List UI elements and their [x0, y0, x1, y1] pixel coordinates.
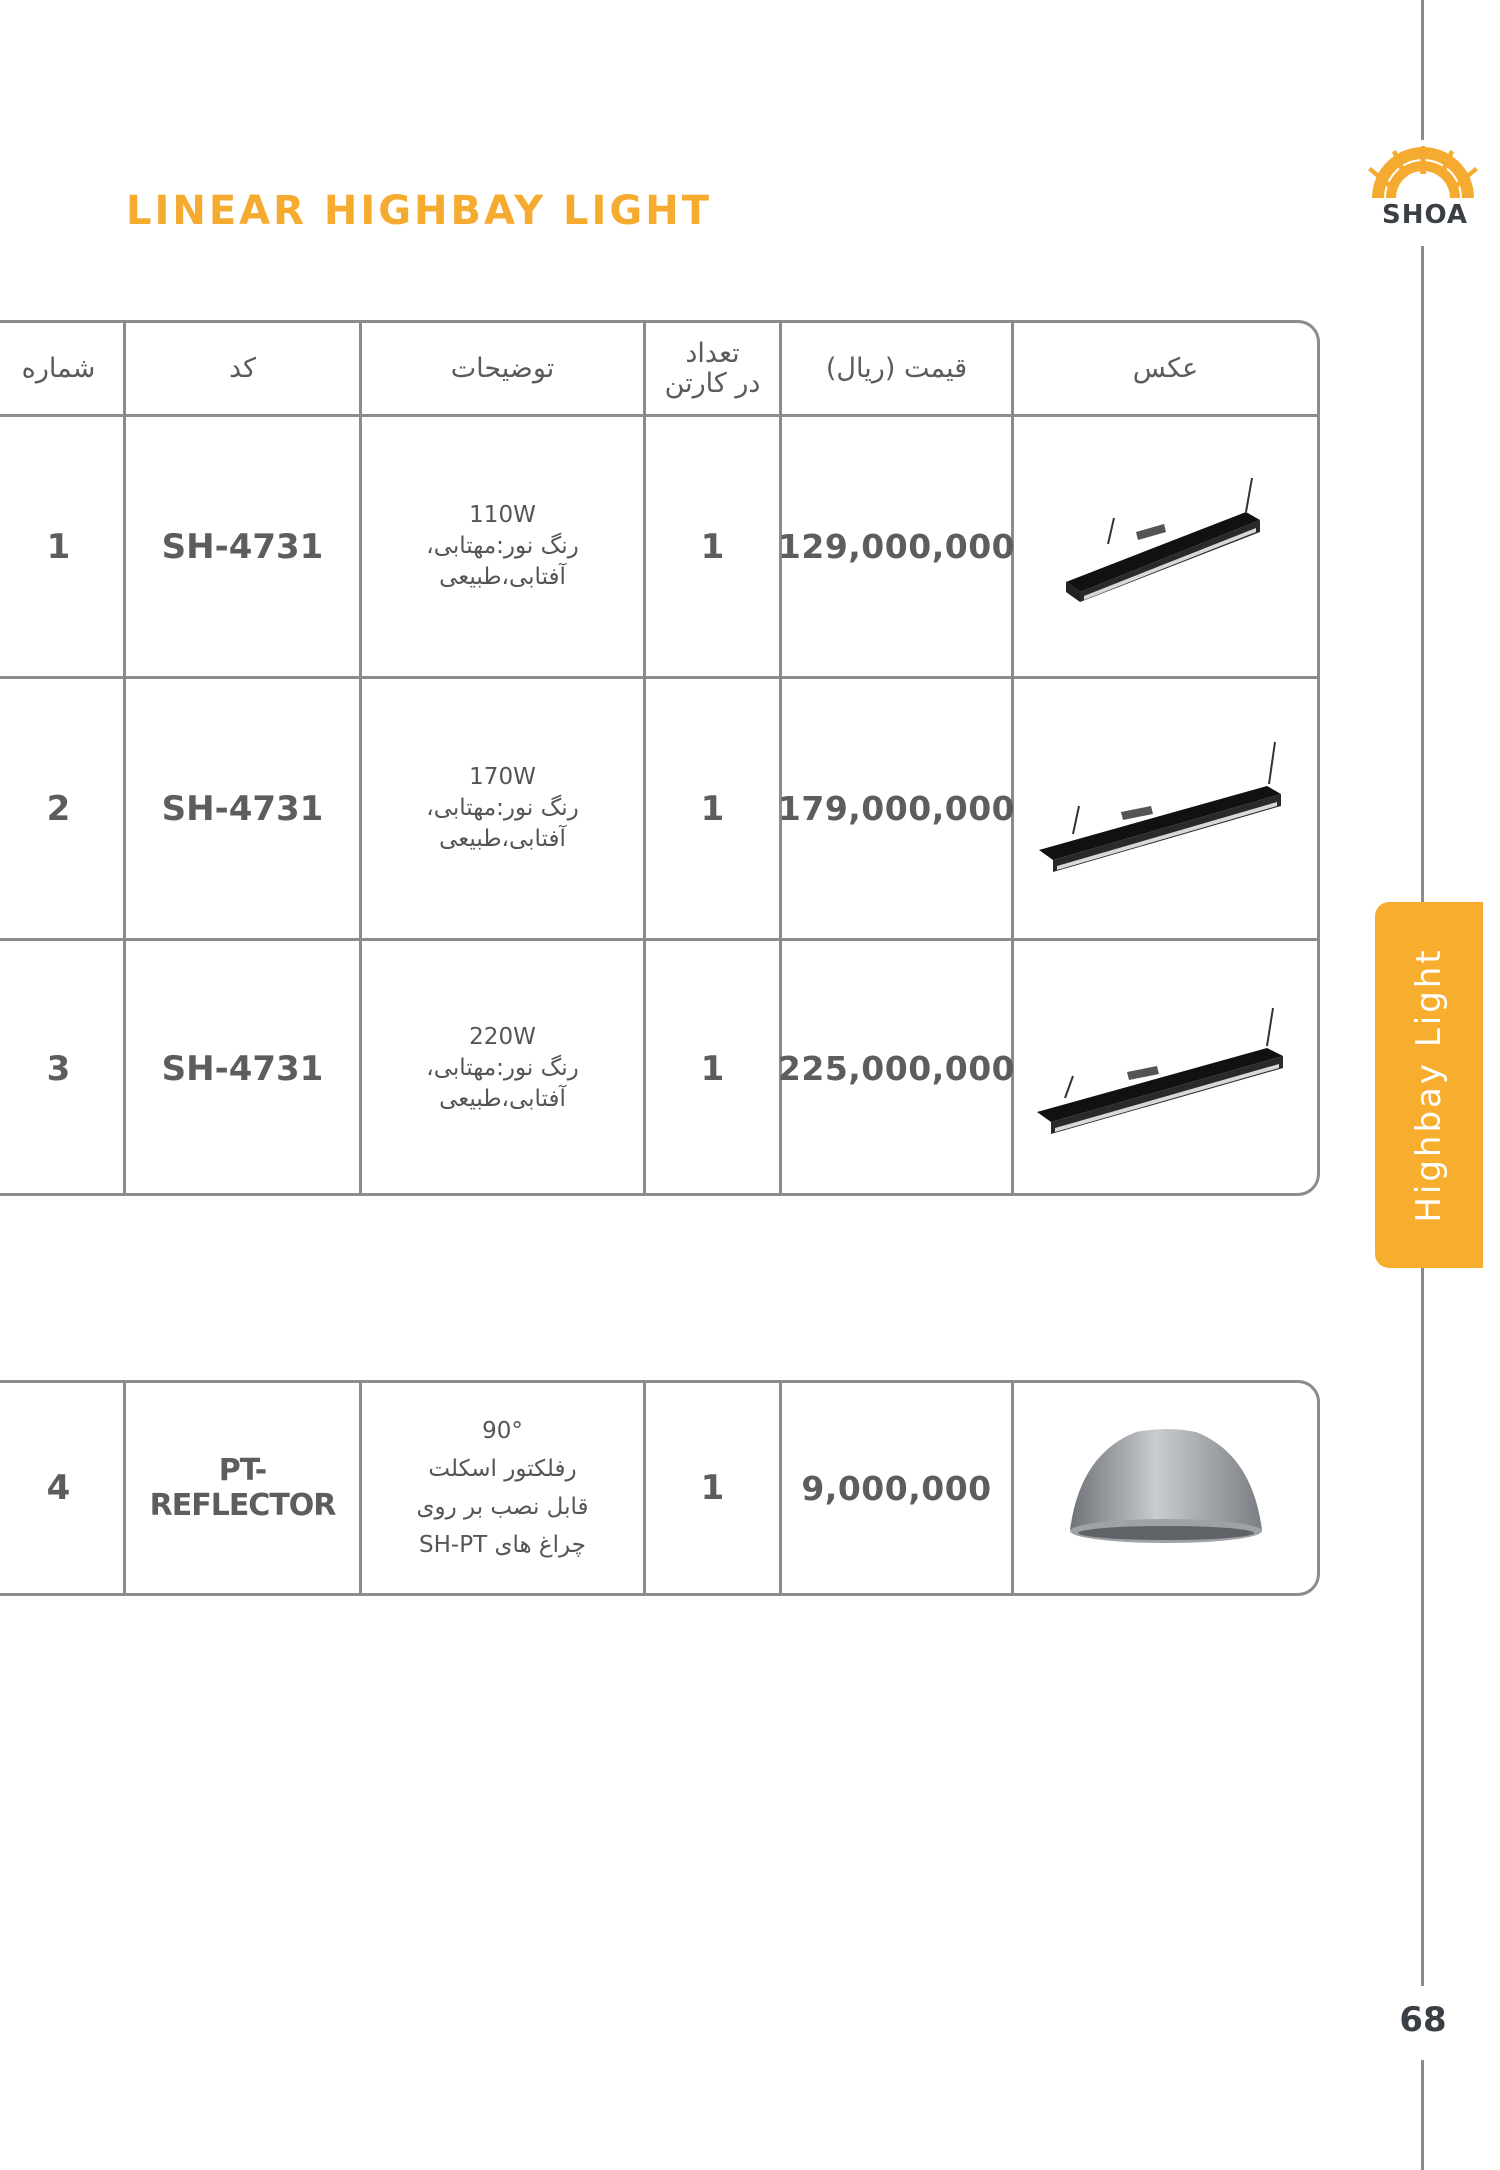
row-number: 4	[0, 1383, 126, 1593]
row-desc-line2: آفتابی،طبیعی	[439, 564, 566, 590]
row-watt: 170W	[469, 764, 536, 790]
header-description: توضیحات	[362, 323, 646, 414]
accessory-table	[0, 1380, 1320, 1596]
row-quantity: 1	[646, 941, 782, 1196]
row-desc-line2: قابل نصب بر روی	[416, 1494, 589, 1520]
table-row	[0, 417, 1317, 679]
linear-highbay-fixture-icon	[1046, 472, 1286, 622]
linear-highbay-fixture-icon	[1031, 994, 1301, 1144]
row-price: 9,000,000	[782, 1383, 1014, 1593]
row-price: 225,000,000	[782, 941, 1014, 1196]
row-description	[362, 417, 646, 676]
page-title: LINEAR HIGHBAY LIGHT	[126, 188, 712, 234]
table-row	[0, 1383, 1317, 1593]
table-header-row	[0, 323, 1317, 417]
table-row	[0, 679, 1317, 941]
row-code: SH-4731	[126, 679, 362, 938]
header-number: شماره	[0, 323, 126, 414]
row-desc-line1: رفلکتور اسکلت	[428, 1456, 577, 1482]
row-code: SH-4731	[126, 941, 362, 1196]
section-tab-label: Highbay Light	[1409, 947, 1449, 1223]
row-angle: 90°	[482, 1418, 523, 1444]
row-image	[1014, 1383, 1317, 1593]
row-code: PT-REFLECTOR	[126, 1383, 362, 1593]
row-desc-line1: رنگ نور:مهتابی،	[426, 1055, 579, 1081]
row-quantity: 1	[646, 417, 782, 676]
row-number: 1	[0, 417, 126, 676]
row-quantity: 1	[646, 679, 782, 938]
row-desc-line1: رنگ نور:مهتابی،	[426, 533, 579, 559]
row-number: 3	[0, 941, 126, 1196]
row-desc-line2: آفتابی،طبیعی	[439, 826, 566, 852]
page-number: 68	[1399, 2000, 1447, 2040]
header-price: قیمت (ریال)	[782, 323, 1014, 414]
vertical-rule-mid	[1421, 246, 1424, 902]
row-code: SH-4731	[126, 417, 362, 676]
row-description	[362, 1383, 646, 1593]
table-row	[0, 941, 1317, 1196]
row-desc-line3: چراغ های SH-PT	[419, 1532, 586, 1558]
brand-name: SHOA	[1381, 200, 1468, 230]
row-number: 2	[0, 679, 126, 938]
linear-highbay-fixture-icon	[1031, 734, 1301, 884]
row-description	[362, 941, 646, 1196]
row-description	[362, 679, 646, 938]
row-image	[1014, 679, 1317, 938]
row-desc-line1: رنگ نور:مهتابی،	[426, 795, 579, 821]
row-watt: 220W	[469, 1024, 536, 1050]
header-code: کد	[126, 323, 362, 414]
header-quantity	[646, 323, 782, 414]
row-price: 179,000,000	[782, 679, 1014, 938]
row-image	[1014, 417, 1317, 676]
row-desc-line2: آفتابی،طبیعی	[439, 1086, 566, 1112]
row-price: 129,000,000	[782, 417, 1014, 676]
row-quantity: 1	[646, 1383, 782, 1593]
vertical-rule-lower	[1421, 1268, 1424, 1986]
reflector-dome-icon	[1056, 1418, 1276, 1558]
vertical-rule-bottom	[1421, 2060, 1424, 2170]
row-watt: 110W	[469, 502, 536, 528]
product-table	[0, 320, 1320, 1196]
header-quantity-line2: در کارتن	[664, 367, 761, 399]
vertical-rule-top	[1421, 0, 1424, 140]
row-image	[1014, 941, 1317, 1196]
header-image: عکس	[1132, 353, 1199, 384]
section-tab	[1375, 902, 1483, 1268]
header-quantity-line1: تعداد	[685, 337, 740, 369]
